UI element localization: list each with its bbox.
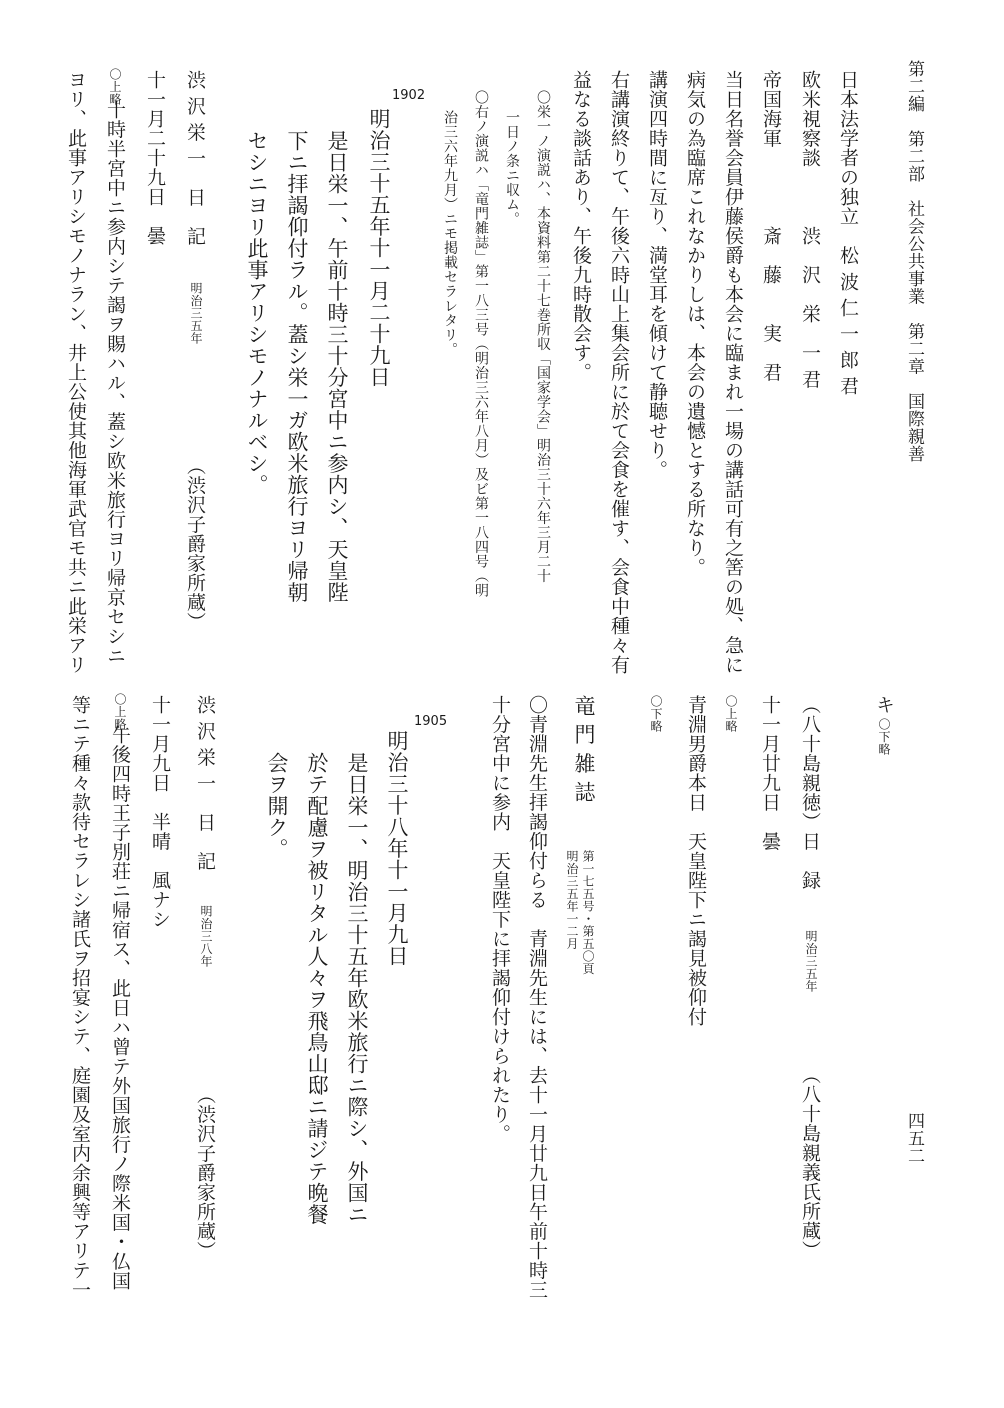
lecture-entry-matsunami: 日本法学者の独立 松 波 仁 一 郎 君 [837,70,859,396]
source-year: 明治三五年 [189,282,203,345]
omission-mark: 〇上略 [113,693,127,731]
diary-date: 十一月二十九日 曇 [144,70,166,246]
diary-line: 青淵男爵本日 天皇陛下ニ謁見被仰付 [685,695,707,1027]
source-year: 明治三五年 [804,930,818,993]
body-line: セシニヨリ此事アリシモノナルベシ。 [245,130,269,496]
source-holder: （渋沢子爵家所蔵） [184,456,206,632]
lecture-entry-shibusawa: 欧米視察談 渋 沢 栄 一 君 [799,70,821,389]
diary-line: 午後四時王子別荘ニ帰宿ス、此日ハ曾テ外国旅行ノ際米国・仏国 [109,725,131,1291]
editor-note: 〇栄一ノ演説ハ、本資料第二十七巻所収「国家学会」明治三十六年三月二十 [535,90,551,583]
magazine-line: 〇青淵先生拝謁仰付らる 青淵先生には、去十一月廿九日午前十時三 [526,695,548,1300]
source-holder: （渋沢子爵家所蔵） [194,1085,216,1261]
editor-note: 一日ノ条ニ収ム。 [504,110,520,226]
page-number: 四五二 [904,1112,924,1165]
entry-date: 明治三十八年十一月九日 [385,730,409,967]
body-line: 是日栄一、明治三十五年欧米旅行ニ際シ、外国ニ [345,752,369,1225]
omission-mark: 〇下略 [649,695,663,733]
editor-note: 治三六年九月）ニモ掲載セラレタリ。 [442,110,458,357]
source-holder: （八十島親義氏所蔵） [799,1065,821,1260]
year-marker: 1905 [414,714,448,729]
body-line: 於テ配慮ヲ被リタル人々ヲ飛鳥山邸ニ請ジテ晩餐 [305,752,329,1225]
source-reference: 第一七五号・第五〇頁 [581,850,595,975]
running-title: 第二編 第二部 社会公共事業 第二章 国際親善 [904,60,924,463]
body-line: 下ニ拝謁仰付ラル。蓋シ栄一ガ欧米旅行ヨリ帰朝 [285,130,309,603]
diary-line: 等ニテ種々款待セラレシ諸氏ヲ招宴シテ、庭園及室内余興等アリテ一 [69,695,91,1300]
diary-date: 十一月廿九日 曇 [759,695,781,851]
source-title: 渋 沢 栄 一 日 記 [184,70,206,246]
diary-line: 十時半宮中ニ参内シテ謁ヲ賜ハル、蓋シ欧米旅行ヨリ帰京セシニ [104,100,126,666]
source-title: （八十島親徳）日 録 [799,695,821,890]
body-line: 右講演終りて、午後六時山上集会所に於て会食を催す、会食中種々有 [608,70,630,675]
diary-date: 十一月九日 半晴 風ナシ [149,695,171,929]
diary-line: キ [873,695,895,715]
lecture-entry-saito: 帝国海軍 斎 藤 実 君 [760,70,782,382]
omission-mark: 〇上略 [724,695,738,733]
omission-mark: 〇下略 [877,718,891,756]
body-line: 病気の為臨席これなかりしは、本会の遺憾とする所なり。 [684,70,706,577]
body-line: 会ヲ開ク。 [265,752,289,860]
entry-date: 明治三十五年十一月二十九日 [367,108,391,388]
source-title: 渋 沢 栄 一 日 記 [194,695,216,871]
body-line: 当日名誉会員伊藤侯爵も本会に臨まれ一場の講話可有之筈の処、急に [722,70,744,675]
body-line: 益なる談話あり、午後九時散会す。 [570,70,592,382]
omission-mark: 〇上略 [108,68,122,106]
magazine-line: 十分宮中に参内 天皇陛下に拝謁仰付けられたり。 [489,695,511,1144]
diary-line: ヨリ、此事アリシモノナラン、井上公使其他海軍武官モ共ニ此栄アリ [65,70,87,675]
editor-note: 〇右ノ演説ハ「竜門雑誌」第一八三号（明治三六年八月）及ビ第一八四号（明 [473,90,489,598]
body-line: 是日栄一、午前十時三十分宮中ニ参内シ、天皇陛 [325,130,349,603]
year-marker: 1902 [392,88,426,103]
body-line: 講演四時間に亙り、満堂耳を傾けて静聴せり。 [646,70,668,480]
source-reference: 明治三五年一二月 [565,850,579,950]
source-title: 竜 門 雑 誌 [572,695,596,803]
source-year: 明治三八年 [199,905,213,968]
